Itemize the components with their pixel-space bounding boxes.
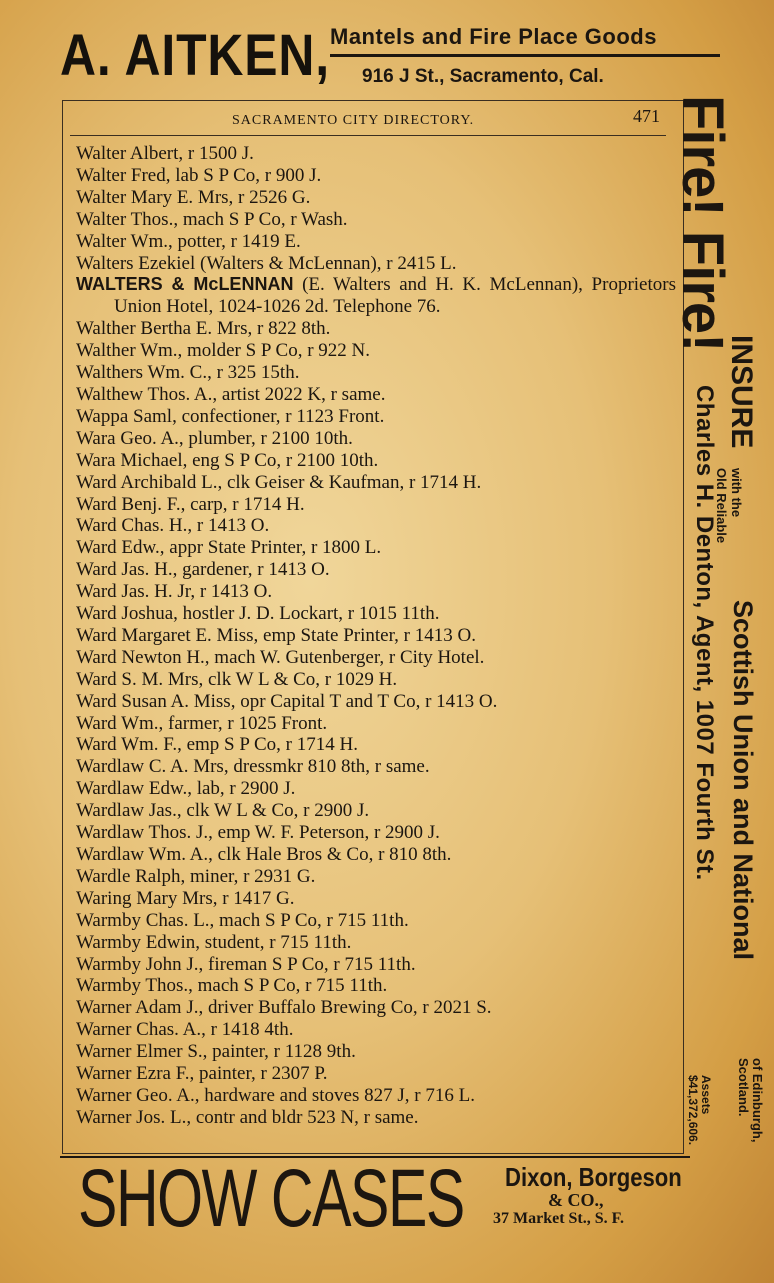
listing-entry: Walther Wm., molder S P Co, r 922 N. xyxy=(76,340,370,362)
listing-entry: Ward Wm. F., emp S P Co, r 1714 H. xyxy=(76,734,358,756)
listing-entry: Warmby Edwin, student, r 715 11th. xyxy=(76,931,352,953)
listing-entry: Wardle Ralph, miner, r 2931 G. xyxy=(76,865,316,887)
listing-entry: Wardlaw Thos. J., emp W. F. Peterson, r 2900 J. xyxy=(76,822,440,844)
firm-address: 37 Market St., S. F. xyxy=(493,1210,624,1227)
location-line-1: of Edinburgh, xyxy=(750,1058,765,1143)
listing-entry: Warner Geo. A., hardware and stoves 827 J, r 716 L. xyxy=(76,1084,475,1106)
advertiser-address: 916 J St., Sacramento, Cal. xyxy=(362,66,604,87)
firm-name: Dixon, Borgeson xyxy=(505,1162,682,1192)
listing-entry: Walters Ezekiel (Walters & McLennan), r 2415 L. xyxy=(76,252,457,274)
listing-entry: Warner Jos. L., contr and bldr 523 N, r same. xyxy=(76,1106,419,1128)
directory-listing xyxy=(76,143,676,1129)
listing-entry: Ward Edw., appr State Printer, r 1800 L. xyxy=(76,537,382,559)
listing-entry: Warmby John J., fireman S P Co, r 715 11th. xyxy=(76,953,416,975)
firm-co: & CO., xyxy=(548,1190,604,1210)
listing-entry: Ward Newton H., mach W. Gutenberger, r City Hotel. xyxy=(76,646,485,668)
listing-entry: Walter Albert, r 1500 J. xyxy=(76,143,254,164)
listing-entry: Walter Thos., mach S P Co, r Wash. xyxy=(76,208,348,230)
assets-label: Assets xyxy=(699,1075,713,1115)
listing-entry: Walter Fred, lab S P Co, r 900 J. xyxy=(76,164,322,186)
listing-entry: Walthew Thos. A., artist 2022 K, r same. xyxy=(76,383,386,405)
featured-name: WALTERS & McLENNAN xyxy=(76,274,294,295)
listing-entry: Ward S. M. Mrs, clk W L & Co, r 1029 H. xyxy=(76,668,398,690)
listing-entry: Ward Joshua, hostler J. D. Lockart, r 1015 11th. xyxy=(76,603,440,625)
header-rule xyxy=(70,135,666,136)
page-number: 471 xyxy=(633,106,660,126)
fire-heading: Fire! Fire! xyxy=(670,95,735,352)
running-head: SACRAMENTO CITY DIRECTORY. xyxy=(232,113,475,128)
listing-entry: Ward Archibald L., clk Geiser & Kaufman, r 1714 H. xyxy=(76,471,482,493)
advertiser-tagline: Mantels and Fire Place Goods xyxy=(330,24,657,49)
listing-group xyxy=(76,318,676,1129)
insure-heading: INSURE xyxy=(725,335,758,449)
advertiser-name: A. AITKEN, xyxy=(60,23,331,88)
listing-entry: Warmby Thos., mach S P Co, r 715 11th. xyxy=(76,975,388,997)
listing-entry: Ward Margaret E. Miss, emp State Printer, r 1413 O. xyxy=(76,624,476,646)
header-advertisement xyxy=(0,0,774,100)
listing-entry: Wara Michael, eng S P Co, r 2100 10th. xyxy=(76,449,379,471)
listing-entry: Walther Bertha E. Mrs, r 822 8th. xyxy=(76,318,331,340)
reliable-line-1: with the xyxy=(729,468,744,518)
listing-entry: Wardlaw Edw., lab, r 2900 J. xyxy=(76,778,296,800)
listing-entry: Wardlaw Jas., clk W L & Co, r 2900 J. xyxy=(76,800,370,822)
listing-entry: Ward Wm., farmer, r 1025 Front. xyxy=(76,712,328,734)
company-location xyxy=(736,1058,764,1142)
company-name: Scottish Union and National xyxy=(728,600,758,961)
assets-value: $41,372,606. xyxy=(686,1075,700,1146)
reliable-text xyxy=(714,468,744,543)
listing-entry: Waring Mary Mrs, r 1417 G. xyxy=(76,887,295,909)
listing-entry-featured xyxy=(76,274,676,318)
listing-entry: Ward Benj. F., carp, r 1714 H. xyxy=(76,493,305,515)
listing-entry: Warner Chas. A., r 1418 4th. xyxy=(76,1019,294,1041)
listing-entry: Wappa Saml, confectioner, r 1123 Front. xyxy=(76,405,385,427)
agent-line: Charles H. Denton, Agent, 1007 Fourth St. xyxy=(691,385,718,881)
listing-entry: Warmby Chas. L., mach S P Co, r 715 11th. xyxy=(76,909,409,931)
location-line-2: Scotland. xyxy=(736,1058,751,1117)
listing-entry: Wardlaw Wm. A., clk Hale Bros & Co, r 810 8th. xyxy=(76,844,452,865)
company-assets xyxy=(686,1075,712,1145)
listing-entry: Warner Adam J., driver Buffalo Brewing Co, r 2021 S. xyxy=(76,997,492,1019)
listing-entry: Ward Jas. H. Jr, r 1413 O. xyxy=(76,581,273,603)
listing-entry: Ward Chas. H., r 1413 O. xyxy=(76,515,270,537)
listing-entry: Walter Mary E. Mrs, r 2526 G. xyxy=(76,186,311,208)
featured-details: (E. Walters and H. K. McLennan), Proprietors Union Hotel, 1024-1026 2d. Telephone 76. xyxy=(114,274,676,318)
listing-entry: Warner Elmer S., painter, r 1128 9th. xyxy=(76,1041,356,1063)
listing-entry: Warner Ezra F., painter, r 2307 P. xyxy=(76,1063,328,1085)
listing-entry: Ward Susan A. Miss, opr Capital T and T Co, r 1413 O. xyxy=(76,690,498,712)
listing-entry: Walter Wm., potter, r 1419 E. xyxy=(76,230,301,252)
listing-entry: Walthers Wm. C., r 325 15th. xyxy=(76,362,300,384)
reliable-line-2: Old Reliable xyxy=(714,468,729,544)
tagline-rule xyxy=(330,54,720,57)
show-cases-heading: SHOW CASES xyxy=(78,1153,464,1244)
listing-entry: Ward Jas. H., gardener, r 1413 O. xyxy=(76,559,330,581)
listing-entry: Wardlaw C. A. Mrs, dressmkr 810 8th, r same. xyxy=(76,756,430,778)
listing-entry: Wara Geo. A., plumber, r 2100 10th. xyxy=(76,427,353,449)
